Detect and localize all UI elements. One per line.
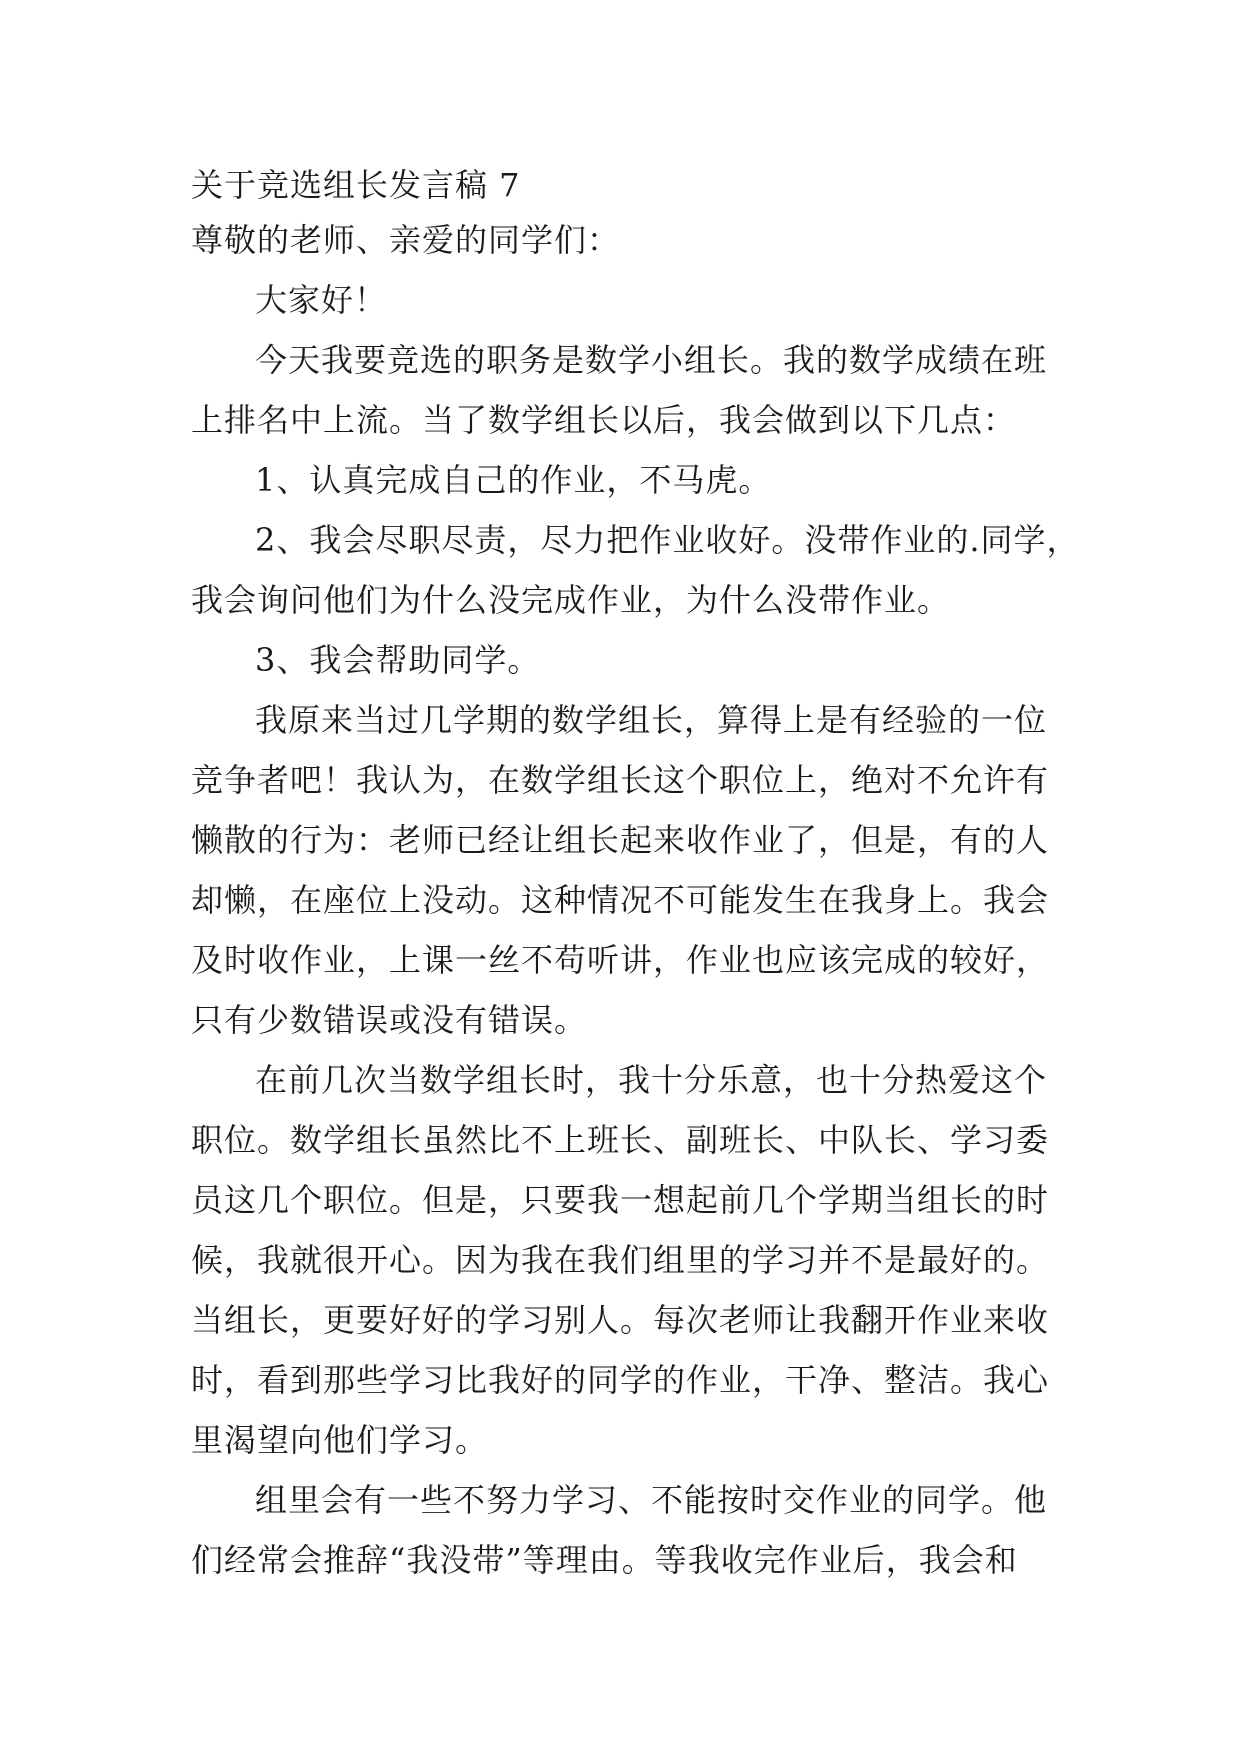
document-title: 关于竞选组长发言稿 7 (191, 166, 521, 204)
list-item-2: 2、我会尽职尽责，尽力把作业收好。没带作业的.同学， (255, 521, 1080, 559)
paragraph-line: 竞争者吧！我认为，在数学组长这个职位上，绝对不允许有 (191, 761, 1050, 799)
paragraph-line: 时，看到那些学习比我好的同学的作业，干净、整洁。我心 (191, 1361, 1050, 1399)
paragraph-line: 候，我就很开心。因为我在我们组里的学习并不是最好的。 (191, 1241, 1050, 1279)
paragraph-line: 我会询问他们为什么没完成作业，为什么没带作业。 (191, 581, 951, 619)
paragraph-line: 员这几个职位。但是，只要我一想起前几个学期当组长的时 (191, 1181, 1050, 1219)
document-body (191, 164, 1080, 1590)
paragraph-line: 们经常会推辞“我没带”等理由。等我收完作业后，我会和 (191, 1541, 1018, 1579)
paragraph-line: 我原来当过几学期的数学组长，算得上是有经验的一位 (255, 701, 1048, 739)
list-item-1: 1、认真完成自己的作业，不马虎。 (255, 461, 772, 499)
salutation: 尊敬的老师、亲爱的同学们： (191, 221, 621, 259)
paragraph-line: 懒散的行为：老师已经让组长起来收作业了，但是，有的人 (191, 821, 1050, 859)
paragraph-line: 组里会有一些不努力学习、不能按时交作业的同学。他 (255, 1481, 1048, 1519)
paragraph-line: 当组长，更要好好的学习别人。每次老师让我翻开作业来收 (191, 1301, 1050, 1339)
paragraph-line: 里渴望向他们学习。 (191, 1421, 489, 1459)
paragraph-line: 及时收作业，上课一丝不苟听讲，作业也应该完成的较好， (191, 941, 1050, 979)
paragraph-line: 只有少数错误或没有错误。 (191, 1001, 588, 1039)
paragraph-line: 今天我要竞选的职务是数学小组长。我的数学成绩在班 (255, 341, 1048, 379)
list-item-3: 3、我会帮助同学。 (255, 641, 541, 679)
paragraph-line: 在前几次当数学组长时，我十分乐意，也十分热爱这个 (255, 1061, 1048, 1099)
paragraph-line: 职位。数学组长虽然比不上班长、副班长、中队长、学习委 (191, 1121, 1050, 1159)
greeting: 大家好！ (255, 281, 388, 319)
paragraph-line: 上排名中上流。当了数学组长以后，我会做到以下几点： (191, 401, 1017, 439)
paragraph-line: 却懒，在座位上没动。这种情况不可能发生在我身上。我会 (191, 881, 1050, 919)
